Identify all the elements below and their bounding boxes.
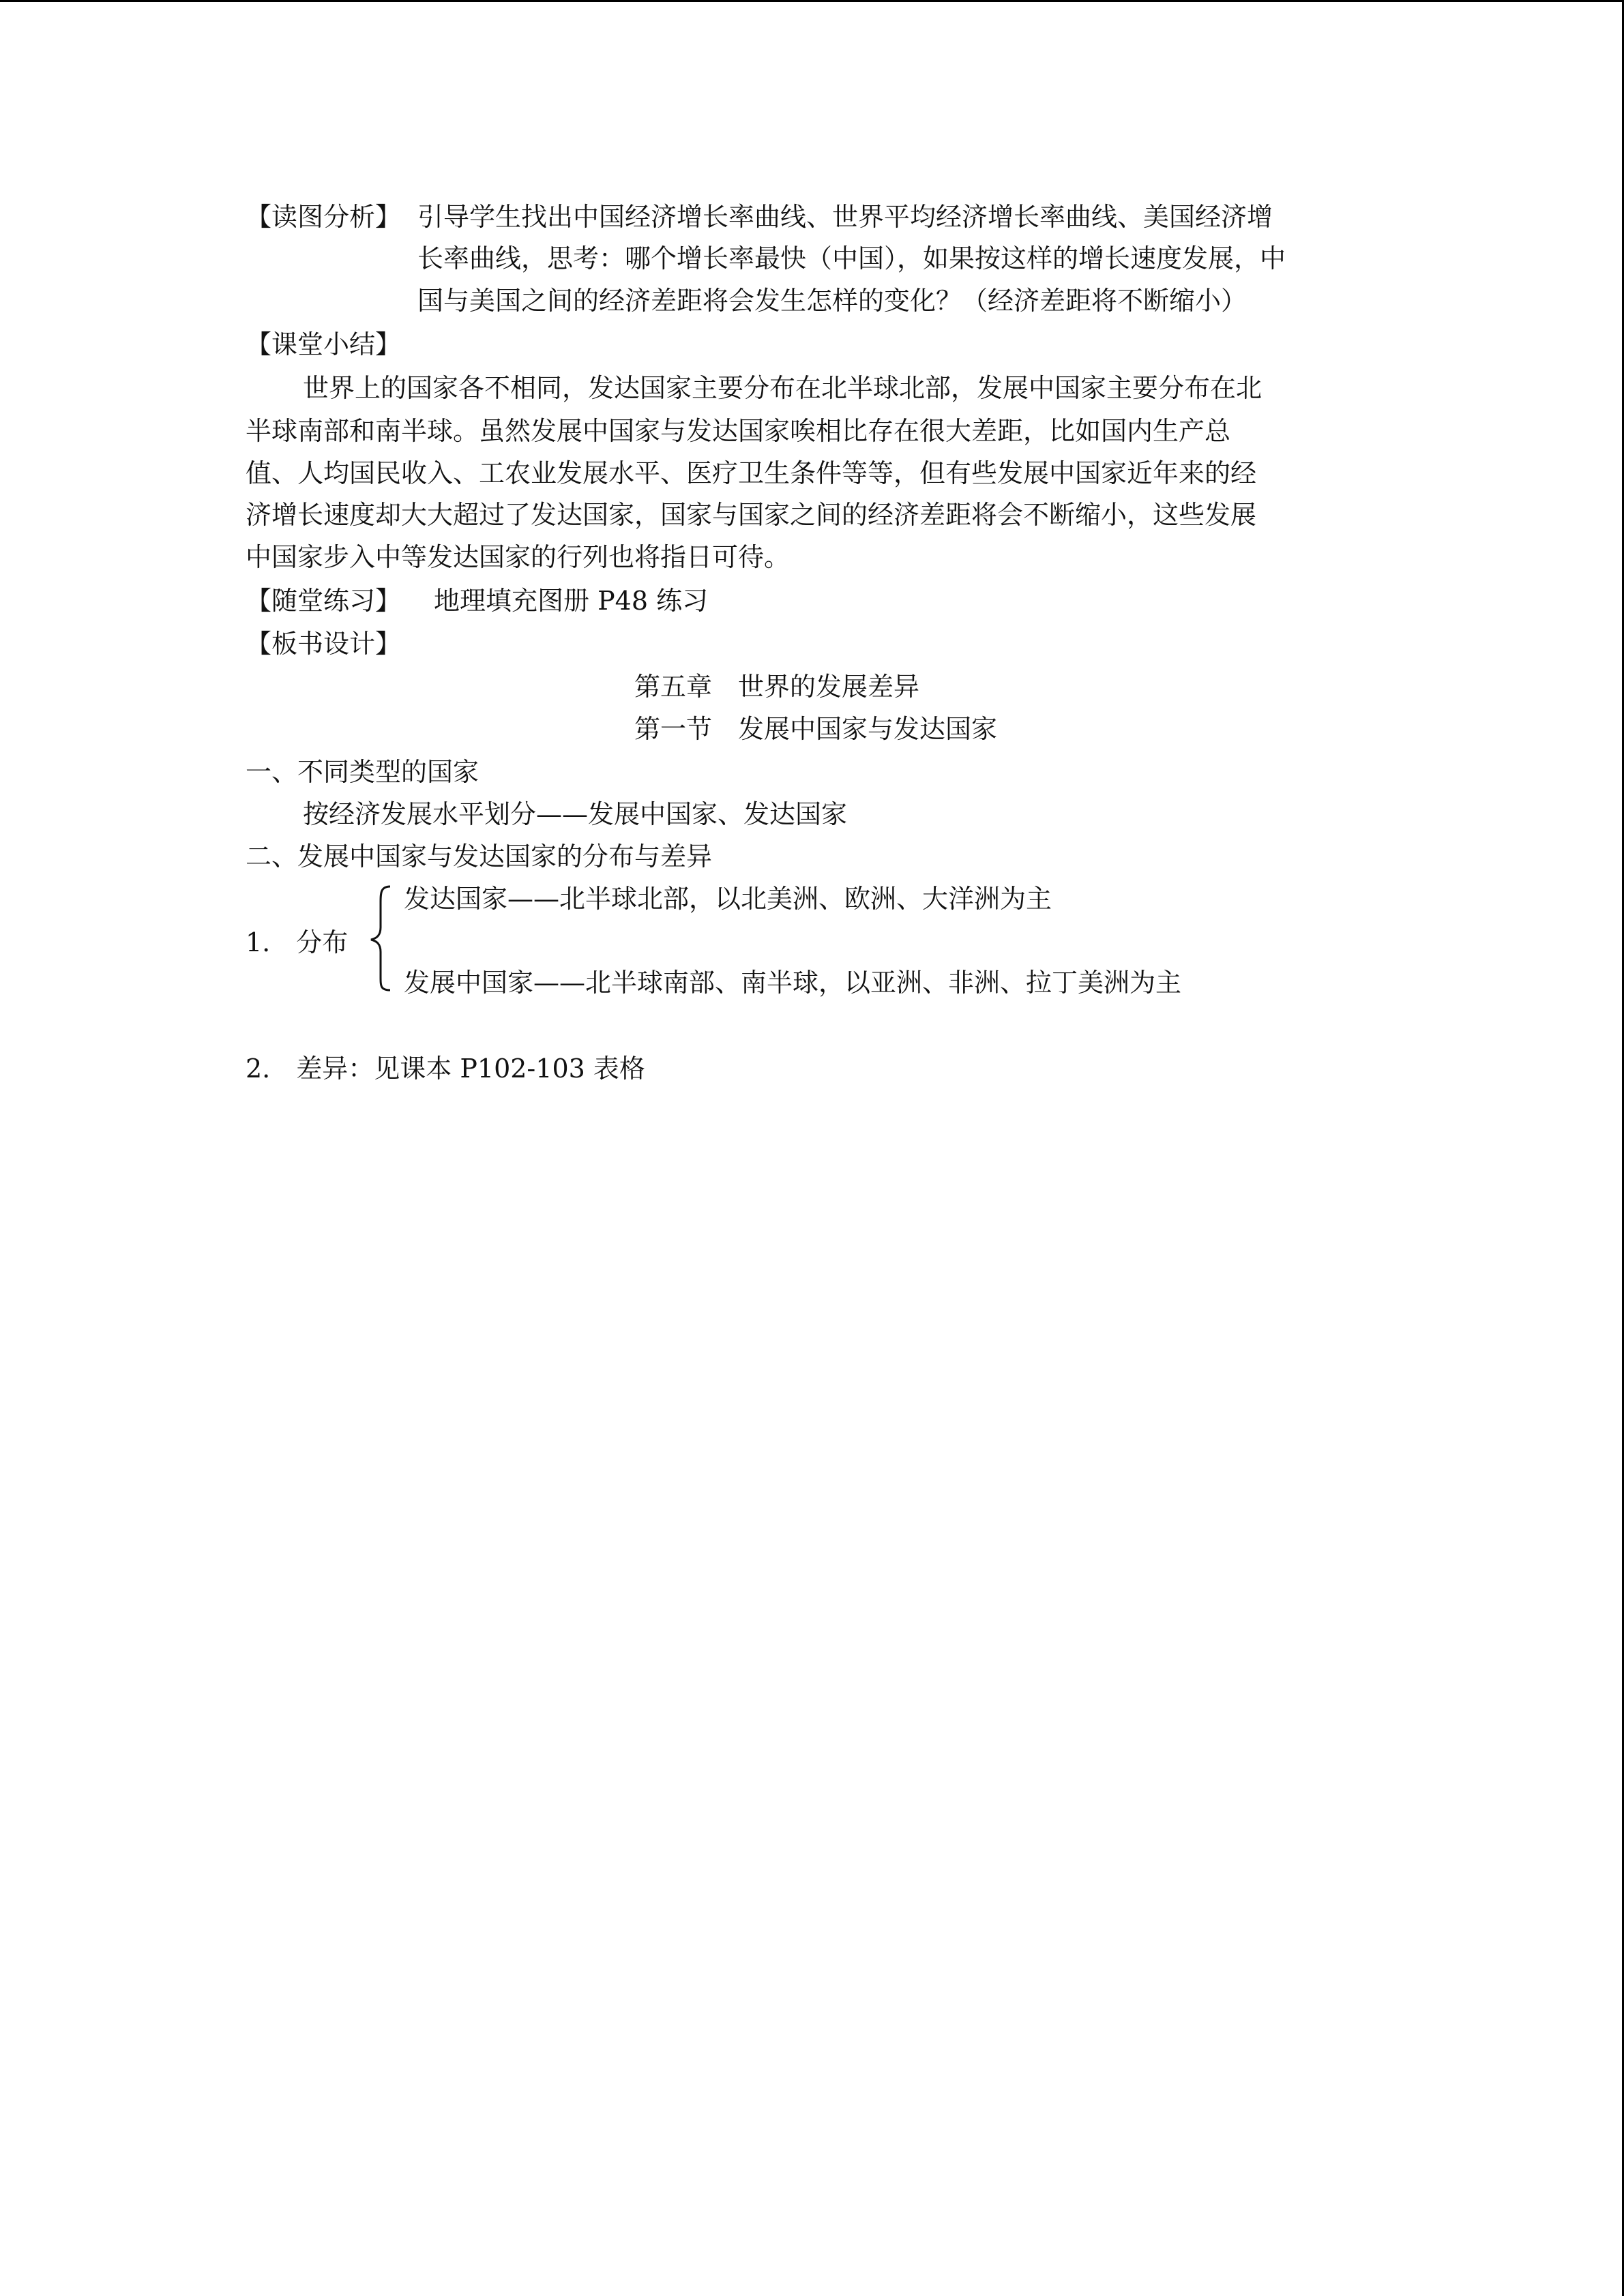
reading-analysis-line-2: 长率曲线，思考：哪个增长率最快（中国），如果按这样的增长速度发展，中 bbox=[417, 243, 1286, 273]
board-heading-2: 二、发展中国家与发达国家的分布与差异 bbox=[246, 841, 713, 871]
summary-label: 【课堂小结】 bbox=[246, 329, 402, 359]
board-chapter-title: 第五章 世界的发展差异 bbox=[634, 672, 920, 702]
reading-analysis-line-1: 引导学生找出中国经济增长率曲线、世界平均经济增长率曲线、美国经济增 bbox=[417, 202, 1273, 232]
board-heading-1-sub: 按经济发展水平划分——发展中国家、发达国家 bbox=[303, 799, 848, 829]
summary-line-1: 世界上的国家各不相同，发达国家主要分布在北半球北部，发展中国家主要分布在北 bbox=[303, 373, 1263, 403]
board-item-1-label: 1. 分布 bbox=[246, 927, 349, 957]
reading-analysis-label: 【读图分析】 bbox=[246, 202, 402, 232]
summary-line-3: 值、人均国民收入、工农业发展水平、医疗卫生条件等等，但有些发展中国家近年来的经 bbox=[246, 458, 1257, 488]
curly-brace-icon bbox=[368, 884, 396, 993]
board-developing-countries: 发展中国家——北半球南部、南半球，以亚洲、非洲、拉丁美洲为主 bbox=[404, 968, 1182, 998]
summary-line-4: 济增长速度却大大超过了发达国家，国家与国家之间的经济差距将会不断缩小，这些发展 bbox=[246, 500, 1257, 530]
board-heading-1: 一、不同类型的国家 bbox=[246, 757, 479, 787]
practice-label: 【随堂练习】 bbox=[246, 586, 402, 616]
board-section-title: 第一节 发展中国家与发达国家 bbox=[634, 714, 998, 744]
page-border-top bbox=[0, 0, 1624, 2]
board-item-2: 2. 差异：见课本 P102-103 表格 bbox=[246, 1054, 645, 1084]
summary-line-2: 半球南部和南半球。虽然发展中国家与发达国家唉相比存在很大差距，比如国内生产总 bbox=[246, 416, 1231, 446]
board-developed-countries: 发达国家——北半球北部，以北美洲、欧洲、大洋洲为主 bbox=[404, 884, 1052, 914]
practice-text: 地理填充图册 P48 练习 bbox=[434, 586, 709, 616]
reading-analysis-line-3: 国与美国之间的经济差距将会发生怎样的变化？（经济差距将不断缩小） bbox=[417, 286, 1247, 316]
summary-line-5: 中国家步入中等发达国家的行列也将指日可待。 bbox=[246, 542, 791, 572]
board-label: 【板书设计】 bbox=[246, 629, 402, 659]
